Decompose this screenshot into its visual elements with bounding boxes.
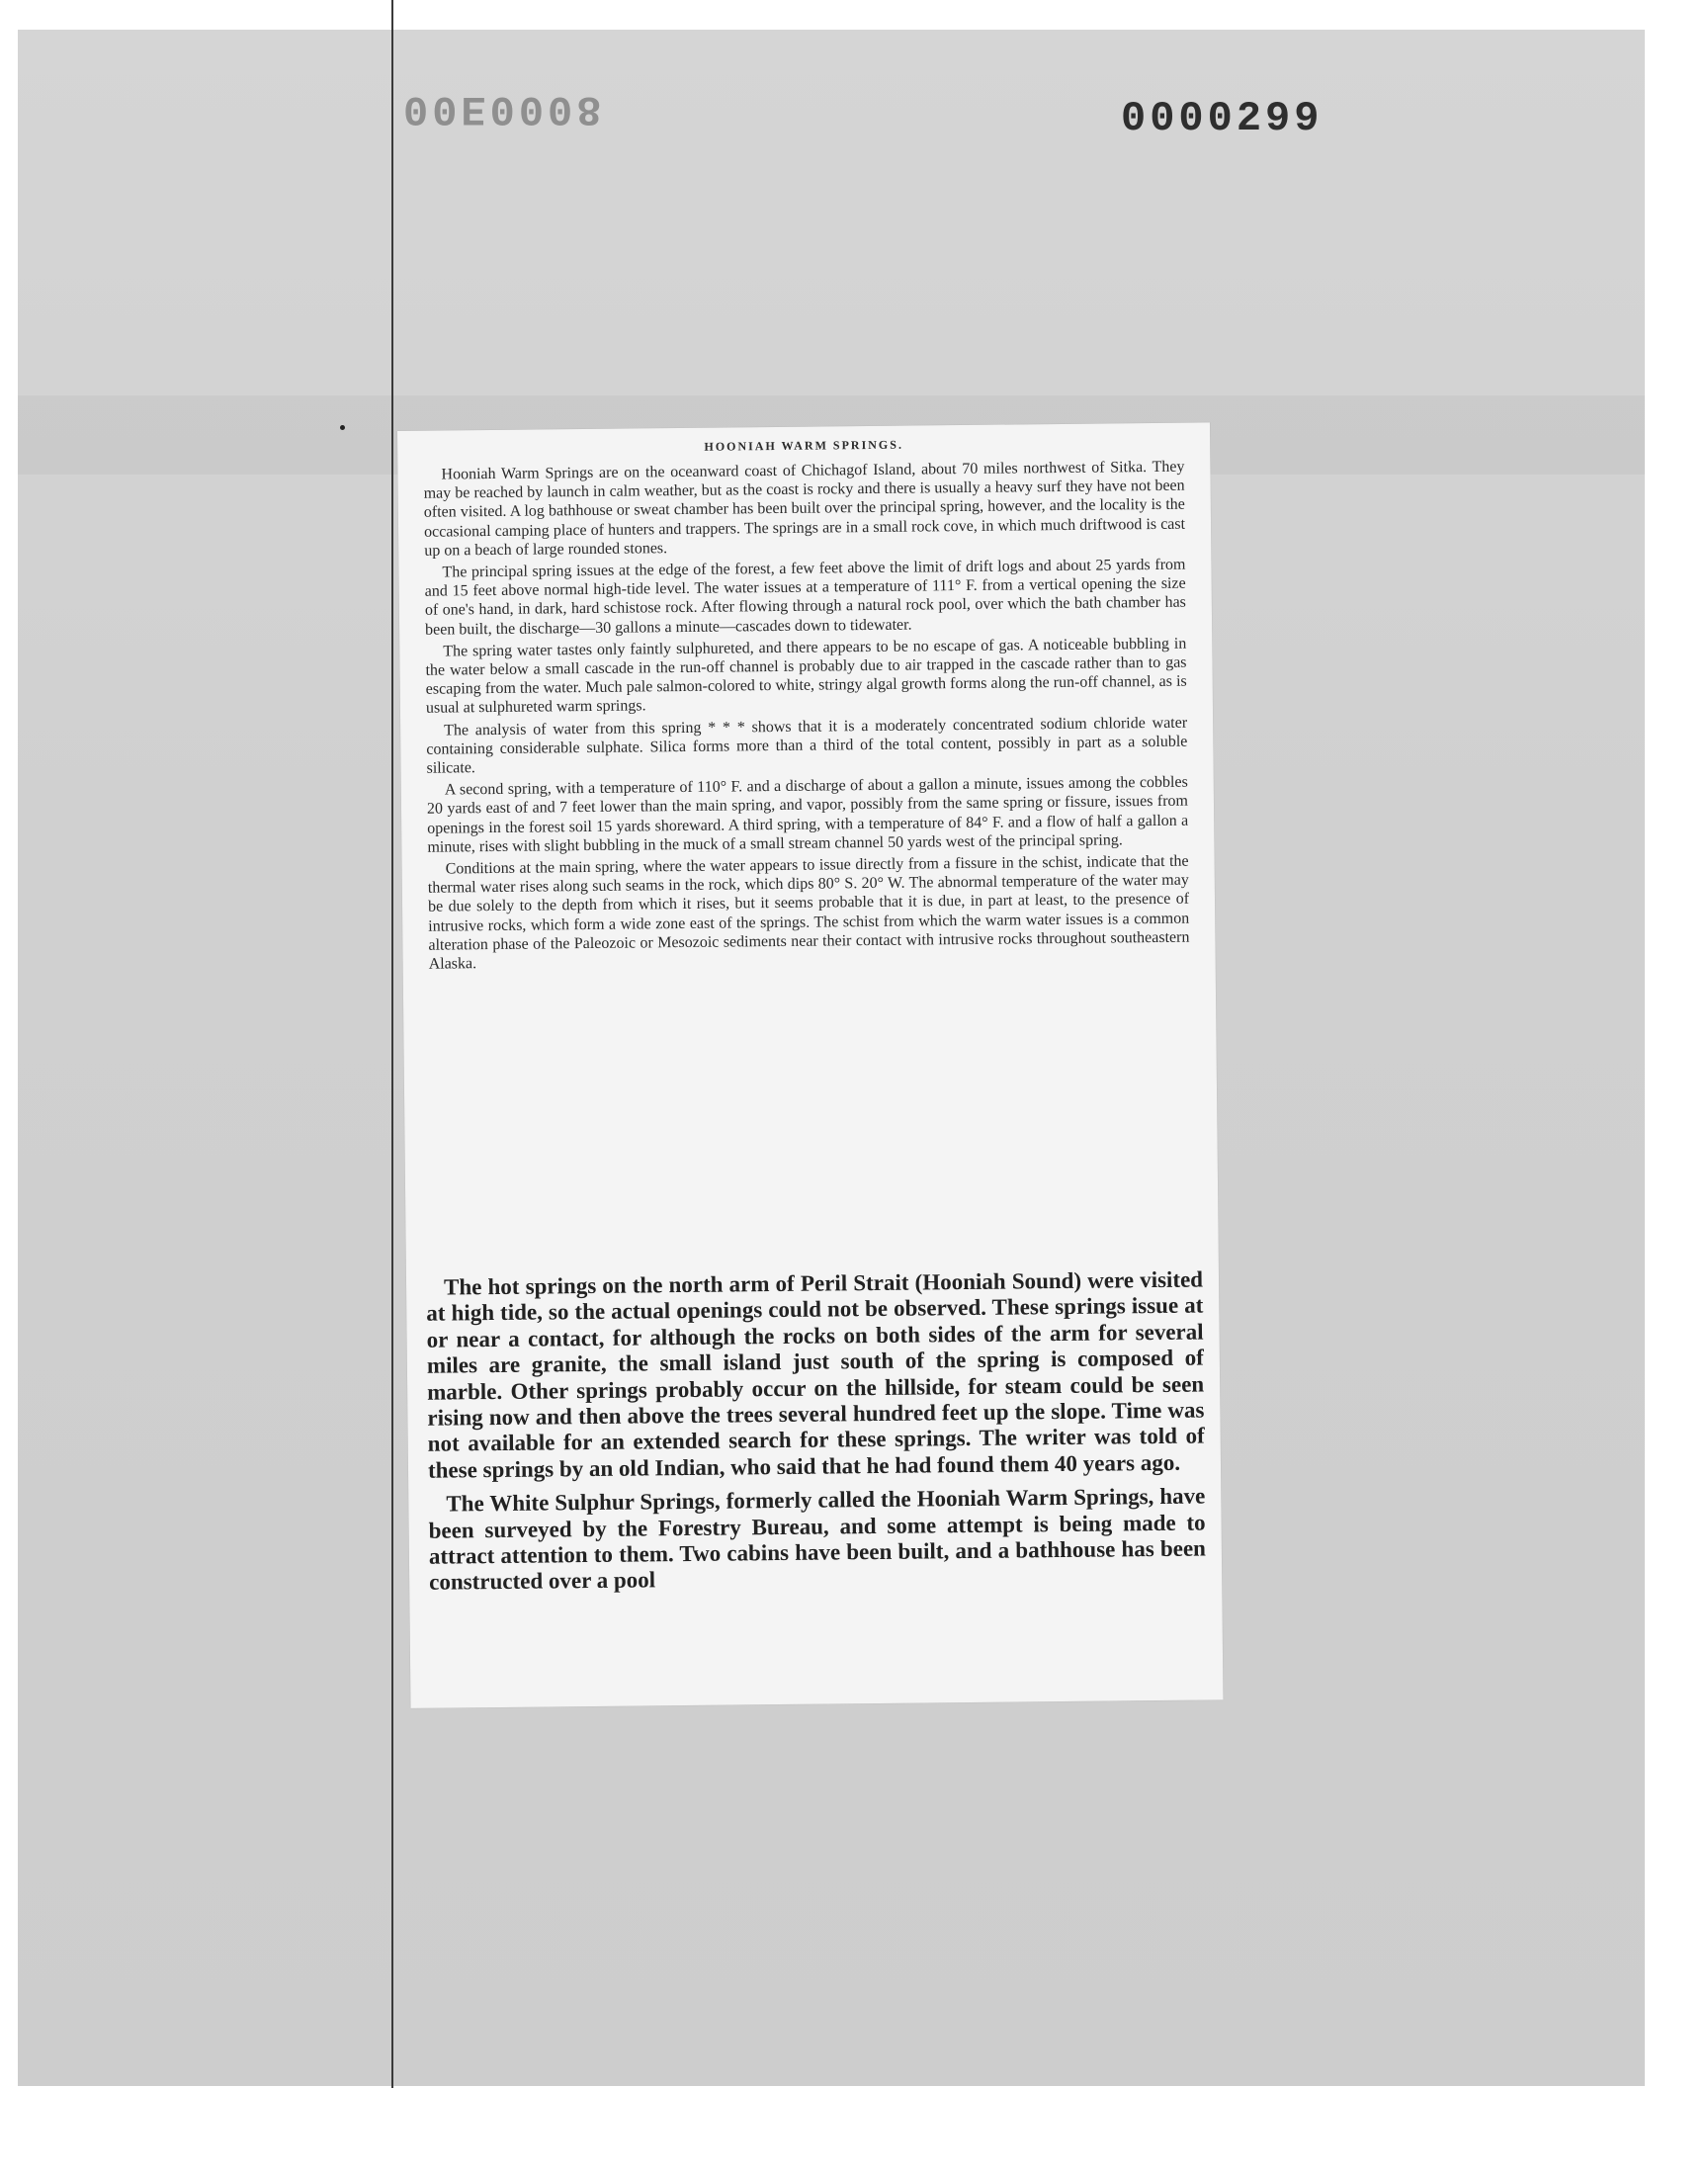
paragraph: The analysis of water from this spring * * * shows that it is a moderately concentrated sodium chloride water containing considerable sulphate. Silica forms more than a third of the total content, possibly in part as a soluble silicate. <box>426 714 1188 777</box>
newspaper-clipping <box>397 422 1223 1708</box>
archive-stamp-right: 0000299 <box>1121 95 1324 142</box>
clipping-heading: HOONIAH WARM SPRINGS. <box>704 437 903 454</box>
paragraph: The hot springs on the north arm of Peril Strait (Hooniah Sound) were visited at high tide, so the actual openings could not be observed. These springs issue at or near a contact, for although the rocks on both sides of the arm for several miles are granite, the small island just south of the spring is composed of marble. Other springs probably occur on the hillside, for steam could be seen rising now and then above the trees several hundred feet up the slope. Time was not available for an extended search for these springs. The writer was told of these springs by an old Indian, who said that he had found them 40 years ago. <box>426 1266 1205 1483</box>
paragraph: Conditions at the main spring, where the water appears to issue directly from a fissure in the schist, indicate that the thermal water rises along such seams in the rock, which dips 80° S. 20° W. The abnormal temperature of the water may be due solely to the depth from which it rises, but it seems probable that it is due, in part at least, to the presence of intrusive rocks, which form a wide zone east of the springs. The schist from which the warm water issues is a common alteration phase of the Paleozoic or Mesozoic sediments near their contact with intrusive rocks throughout southeastern Alaska. <box>427 852 1190 973</box>
paragraph: The White Sulphur Springs, formerly called the Hooniah Warm Springs, have been surveyed by the Forestry Bureau, and some attempt is being made to attract attention to them. Two cabins have been built, and a bathhouse has been constructed over a pool <box>428 1483 1207 1596</box>
margin-rule <box>391 0 393 2088</box>
paragraph: The spring water tastes only faintly sulphureted, and there appears to be no escape of gas. A noticeable bubbling in the water below a small cascade in the run-off channel is probably due to air trapped in the cascade rather than to gas escaping from the water. Much pale salmon-colored to white, stringy algal growth forms along the run-off channel, as is usual at sulphureted warm springs. <box>425 635 1187 718</box>
dust-speck <box>340 425 345 430</box>
archive-stamp-left: 00E0008 <box>403 85 606 132</box>
paragraph: Hooniah Warm Springs are on the oceanward coast of Chichagof Island, about 70 miles northwest of Sitka. They may be reached by launch in calm weather, but as the coast is rocky and there is usually a heavy surf they have not been often visited. A log bathhouse or sweat chamber has been built over the principal spring, however, and the locality is the occasional camping place of hunters and trappers. The springs are in a small rock cove, in which much driftwood is cast up on a beach of large rounded stones. <box>423 458 1186 560</box>
paragraph: The principal spring issues at the edge of the forest, a few feet above the limit of drift logs and about 25 yards from and 15 feet above normal high-tide level. The water issues at a temperature of 111° F. from a vertical opening the size of one's hand, in dark, hard schistose rock. After flowing through a natural rock pool, over which the bath chamber has been built, the discharge—30 gallons a minute—cascades down to tidewater. <box>424 556 1186 639</box>
large-print-section <box>426 1267 1206 1605</box>
small-print-section <box>423 435 1190 977</box>
paragraph: A second spring, with a temperature of 110° F. and a discharge of about a gallon a minute, issues among the cobbles 20 yards east of and 7 feet lower than the main spring, and vapor, possibly from the same spring or fissure, issues from openings in the forest soil 15 yards shoreward. A third spring, with a temperature of 84° F. and a flow of half a gallon a minute, rises with slight bubbling in the muck of a small stream channel 50 yards west of the principal spring. <box>426 773 1189 856</box>
